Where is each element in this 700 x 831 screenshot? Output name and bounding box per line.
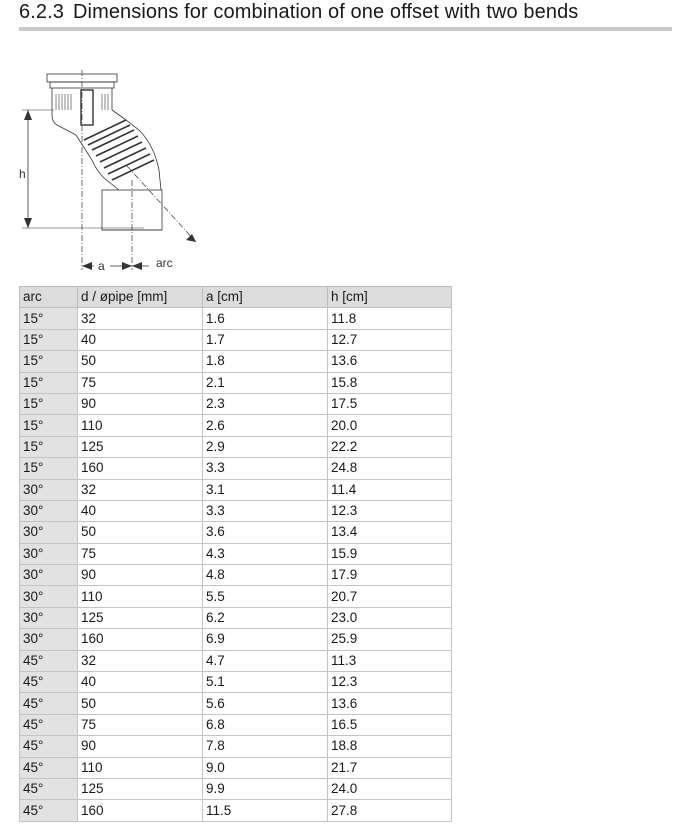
- cell-h: 18.8: [328, 736, 452, 757]
- cell-h: 20.0: [328, 415, 452, 436]
- cell-a: 4.7: [203, 650, 328, 671]
- cell-h: 16.5: [328, 714, 452, 735]
- cell-a: 2.6: [203, 415, 328, 436]
- table-row: [20, 479, 452, 500]
- cell-diameter: 125: [78, 436, 203, 457]
- cell-diameter: 160: [78, 629, 203, 650]
- cell-h: 24.8: [328, 458, 452, 479]
- table-row: [20, 650, 452, 671]
- dimensions-table: [19, 286, 452, 822]
- table-row: [20, 415, 452, 436]
- cell-a: 4.3: [203, 543, 328, 564]
- cell-arc: 15°: [20, 351, 78, 372]
- heading-rule: [19, 27, 672, 31]
- cell-h: 15.9: [328, 543, 452, 564]
- cell-h: 17.9: [328, 565, 452, 586]
- cell-a: 2.3: [203, 393, 328, 414]
- cell-arc: 30°: [20, 479, 78, 500]
- cell-h: 21.7: [328, 757, 452, 778]
- cell-a: 4.8: [203, 565, 328, 586]
- cell-a: 3.3: [203, 458, 328, 479]
- label-arc: arc: [156, 256, 173, 270]
- cell-diameter: 110: [78, 415, 203, 436]
- cell-a: 1.8: [203, 351, 328, 372]
- cell-diameter: 40: [78, 329, 203, 350]
- cell-arc: 30°: [20, 607, 78, 628]
- table-row: [20, 458, 452, 479]
- table-header-row: [20, 287, 452, 308]
- cell-diameter: 50: [78, 351, 203, 372]
- section-heading: [19, 1, 578, 24]
- cell-a: 5.1: [203, 672, 328, 693]
- cell-h: 12.3: [328, 500, 452, 521]
- header-h: h [cm]: [328, 287, 452, 308]
- cell-diameter: 110: [78, 586, 203, 607]
- cell-h: 20.7: [328, 586, 452, 607]
- cell-a: 3.6: [203, 522, 328, 543]
- cell-h: 23.0: [328, 607, 452, 628]
- table-row: [20, 672, 452, 693]
- cell-h: 22.2: [328, 436, 452, 457]
- cell-h: 12.3: [328, 672, 452, 693]
- cell-diameter: 160: [78, 458, 203, 479]
- table-row: [20, 372, 452, 393]
- section-title: Dimensions for combination of one offset with two bends: [72, 1, 579, 23]
- cell-arc: 30°: [20, 500, 78, 521]
- table-row: [20, 522, 452, 543]
- cell-a: 3.3: [203, 500, 328, 521]
- table-row: [20, 436, 452, 457]
- cell-arc: 15°: [20, 393, 78, 414]
- table-row: [20, 800, 452, 821]
- cell-diameter: 125: [78, 607, 203, 628]
- cell-h: 12.7: [328, 329, 452, 350]
- cell-h: 13.4: [328, 522, 452, 543]
- cell-diameter: 90: [78, 393, 203, 414]
- cell-a: 2.9: [203, 436, 328, 457]
- header-diameter: d / øpipe [mm]: [78, 287, 203, 308]
- cell-a: 1.6: [203, 308, 328, 329]
- cell-arc: 30°: [20, 586, 78, 607]
- cell-a: 3.1: [203, 479, 328, 500]
- cell-arc: 30°: [20, 629, 78, 650]
- cell-a: 5.6: [203, 693, 328, 714]
- cell-arc: 45°: [20, 714, 78, 735]
- cell-h: 27.8: [328, 800, 452, 821]
- table-row: [20, 778, 452, 799]
- table-row: [20, 586, 452, 607]
- table-row: [20, 714, 452, 735]
- table-row: [20, 629, 452, 650]
- cell-diameter: 160: [78, 800, 203, 821]
- cell-diameter: 75: [78, 543, 203, 564]
- cell-diameter: 40: [78, 672, 203, 693]
- cell-a: 1.7: [203, 329, 328, 350]
- cell-diameter: 32: [78, 650, 203, 671]
- cell-diameter: 90: [78, 565, 203, 586]
- cell-diameter: 32: [78, 479, 203, 500]
- cell-h: 11.3: [328, 650, 452, 671]
- cell-arc: 30°: [20, 522, 78, 543]
- cell-h: 13.6: [328, 351, 452, 372]
- label-a: a: [98, 259, 105, 273]
- cell-arc: 30°: [20, 543, 78, 564]
- cell-h: 15.8: [328, 372, 452, 393]
- cell-diameter: 75: [78, 372, 203, 393]
- cell-a: 9.9: [203, 778, 328, 799]
- cell-h: 13.6: [328, 693, 452, 714]
- table-row: [20, 351, 452, 372]
- cell-diameter: 75: [78, 714, 203, 735]
- cell-arc: 15°: [20, 308, 78, 329]
- table-row: [20, 565, 452, 586]
- cell-diameter: 125: [78, 778, 203, 799]
- cell-a: 2.1: [203, 372, 328, 393]
- section-number: 6.2.3: [19, 1, 64, 23]
- header-arc: arc: [20, 287, 78, 308]
- cell-arc: 45°: [20, 650, 78, 671]
- cell-h: 11.8: [328, 308, 452, 329]
- table-row: [20, 607, 452, 628]
- cell-diameter: 50: [78, 522, 203, 543]
- table-row: [20, 308, 452, 329]
- cell-diameter: 110: [78, 757, 203, 778]
- cell-diameter: 32: [78, 308, 203, 329]
- cell-arc: 45°: [20, 800, 78, 821]
- cell-arc: 45°: [20, 757, 78, 778]
- header-a: a [cm]: [203, 287, 328, 308]
- cell-arc: 30°: [20, 565, 78, 586]
- cell-a: 9.0: [203, 757, 328, 778]
- cell-diameter: 90: [78, 736, 203, 757]
- cell-a: 5.5: [203, 586, 328, 607]
- table-row: [20, 693, 452, 714]
- table-row: [20, 736, 452, 757]
- cell-a: 6.8: [203, 714, 328, 735]
- cell-arc: 15°: [20, 329, 78, 350]
- table-row: [20, 393, 452, 414]
- cell-a: 6.9: [203, 629, 328, 650]
- cell-arc: 45°: [20, 736, 78, 757]
- table-row: [20, 500, 452, 521]
- cell-h: 17.5: [328, 393, 452, 414]
- cell-arc: 15°: [20, 372, 78, 393]
- cell-arc: 15°: [20, 415, 78, 436]
- pipe-offset-drawing: [14, 70, 214, 275]
- table-row: [20, 757, 452, 778]
- cell-diameter: 40: [78, 500, 203, 521]
- cell-arc: 45°: [20, 693, 78, 714]
- cell-arc: 45°: [20, 778, 78, 799]
- table-row: [20, 329, 452, 350]
- cell-a: 11.5: [203, 800, 328, 821]
- cell-h: 11.4: [328, 479, 452, 500]
- cell-arc: 15°: [20, 458, 78, 479]
- cell-diameter: 50: [78, 693, 203, 714]
- cell-arc: 15°: [20, 436, 78, 457]
- cell-h: 25.9: [328, 629, 452, 650]
- cell-a: 7.8: [203, 736, 328, 757]
- label-h: h: [19, 167, 26, 181]
- cell-arc: 45°: [20, 672, 78, 693]
- cell-h: 24.0: [328, 778, 452, 799]
- table-row: [20, 543, 452, 564]
- cell-a: 6.2: [203, 607, 328, 628]
